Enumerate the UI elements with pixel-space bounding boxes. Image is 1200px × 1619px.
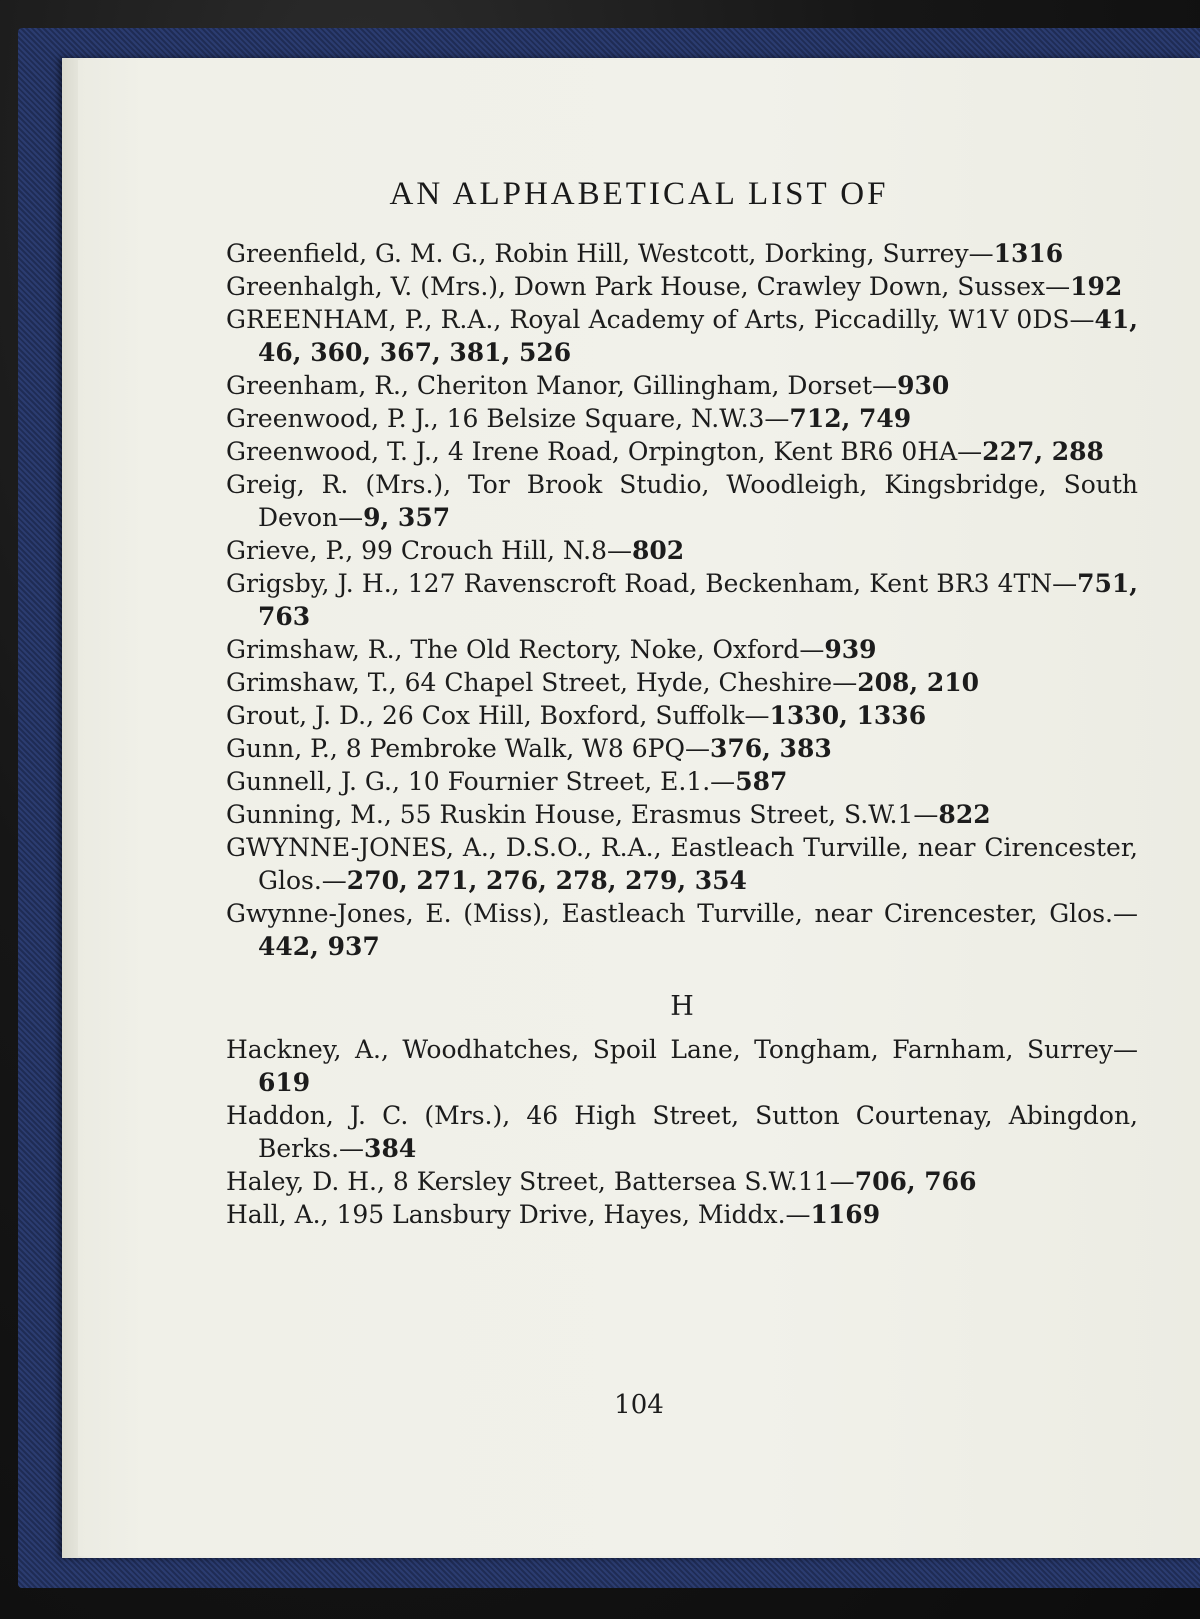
entry-refs: 192 (1070, 272, 1123, 301)
entry-name: Hall, A., 195 Lansbury Drive, Hayes, Middx.— (226, 1200, 811, 1229)
list-entry (226, 303, 1138, 369)
entry-refs: 751, 763 (258, 569, 1138, 631)
page-number: 104 (614, 1390, 664, 1420)
entry-name: Gunning, M., 55 Ruskin House, Erasmus Street, S.W.1— (226, 800, 939, 829)
list-entry (226, 1198, 1138, 1231)
list-entry (226, 435, 1138, 468)
entry-refs: 1169 (810, 1200, 881, 1229)
entry-name: Greenwood, T. J., 4 Irene Road, Orpington, Kent BR6 0HA— (226, 437, 983, 466)
entry-list (226, 237, 1138, 1231)
entry-name: Greenhalgh, V. (Mrs.), Down Park House, Crawley Down, Sussex— (226, 272, 1071, 301)
list-entry (226, 732, 1138, 765)
entry-name: Gunnell, J. G., 10 Fournier Street, E.1.— (226, 767, 736, 796)
book-page (78, 60, 1200, 1556)
entry-name: GREENHAM, P., R.A., Royal Academy of Arts, Piccadilly, W1V 0DS— (226, 305, 1095, 334)
entry-refs: 822 (938, 800, 991, 829)
list-entry (226, 237, 1138, 270)
entry-refs: 41, 46, 360, 367, 381, 526 (258, 305, 1138, 367)
entries-g (226, 237, 1138, 963)
page-heading: AN ALPHABETICAL LIST OF (389, 176, 889, 212)
list-entry (226, 402, 1138, 435)
entry-name: Grimshaw, T., 64 Chapel Street, Hyde, Cheshire— (226, 668, 858, 697)
entry-refs: 376, 383 (709, 734, 832, 763)
entry-refs: 384 (364, 1134, 417, 1163)
entry-name: Haley, D. H., 8 Kersley Street, Battersea S.W.11— (226, 1167, 855, 1196)
entry-refs: 9, 357 (363, 503, 451, 532)
entry-name: Greenwood, P. J., 16 Belsize Square, N.W.3— (226, 404, 790, 433)
entry-refs: 939 (824, 635, 877, 664)
entry-name: Grigsby, J. H., 127 Ravenscroft Road, Beckenham, Kent BR3 4TN— (226, 569, 1078, 598)
entry-name: Grout, J. D., 26 Cox Hill, Boxford, Suffolk— (226, 701, 770, 730)
entry-name: Haddon, J. C. (Mrs.), 46 High Street, Sutton Courtenay, Abingdon, Berks.— (226, 1101, 1138, 1163)
list-entry (226, 567, 1138, 633)
entry-refs: 227, 288 (982, 437, 1104, 466)
entry-name: Grimshaw, R., The Old Rectory, Noke, Oxford— (226, 635, 825, 664)
entry-name: Gwynne-Jones, E. (Miss), Eastleach Turville, near Cirencester, Glos.— (226, 899, 1138, 928)
list-entry (226, 369, 1138, 402)
list-entry (226, 699, 1138, 732)
list-entry (226, 666, 1138, 699)
list-entry (226, 1165, 1138, 1198)
list-entry (226, 897, 1138, 963)
entry-name: Greenham, R., Cheriton Manor, Gillingham, Dorset— (226, 371, 898, 400)
entry-refs: 1330, 1336 (769, 701, 927, 730)
list-entry (226, 798, 1138, 831)
section-letter-h: H (670, 991, 694, 1022)
entry-refs: 1316 (993, 239, 1064, 268)
entry-name: Greig, R. (Mrs.), Tor Brook Studio, Woodleigh, Kingsbridge, South Devon— (226, 470, 1138, 532)
entry-refs: 712, 749 (789, 404, 912, 433)
entry-refs: 619 (258, 1068, 311, 1097)
list-entry (226, 270, 1138, 303)
list-entry (226, 831, 1138, 897)
entry-refs: 270, 271, 276, 278, 279, 354 (346, 866, 747, 895)
list-entry (226, 633, 1138, 666)
list-entry (226, 534, 1138, 567)
entry-name: Greenfield, G. M. G., Robin Hill, Westcott, Dorking, Surrey— (226, 239, 994, 268)
entry-refs: 208, 210 (857, 668, 980, 697)
entry-refs: 930 (897, 371, 950, 400)
entry-name: Grieve, P., 99 Crouch Hill, N.8— (226, 536, 632, 565)
list-entry (226, 1099, 1138, 1165)
list-entry (226, 765, 1138, 798)
entry-name: Gunn, P., 8 Pembroke Walk, W8 6PQ— (226, 734, 710, 763)
list-entry (226, 1033, 1138, 1099)
entries-h (226, 1033, 1138, 1231)
entry-refs: 587 (735, 767, 788, 796)
entry-refs: 802 (631, 536, 685, 565)
entry-name: GWYNNE-JONES, A., D.S.O., R.A., Eastleach Turville, near Cirencester, Glos.— (226, 833, 1138, 895)
list-entry (226, 468, 1138, 534)
entry-refs: 706, 766 (854, 1167, 977, 1196)
entry-refs: 442, 937 (258, 932, 380, 961)
entry-name: Hackney, A., Woodhatches, Spoil Lane, Tongham, Farnham, Surrey— (226, 1035, 1138, 1064)
